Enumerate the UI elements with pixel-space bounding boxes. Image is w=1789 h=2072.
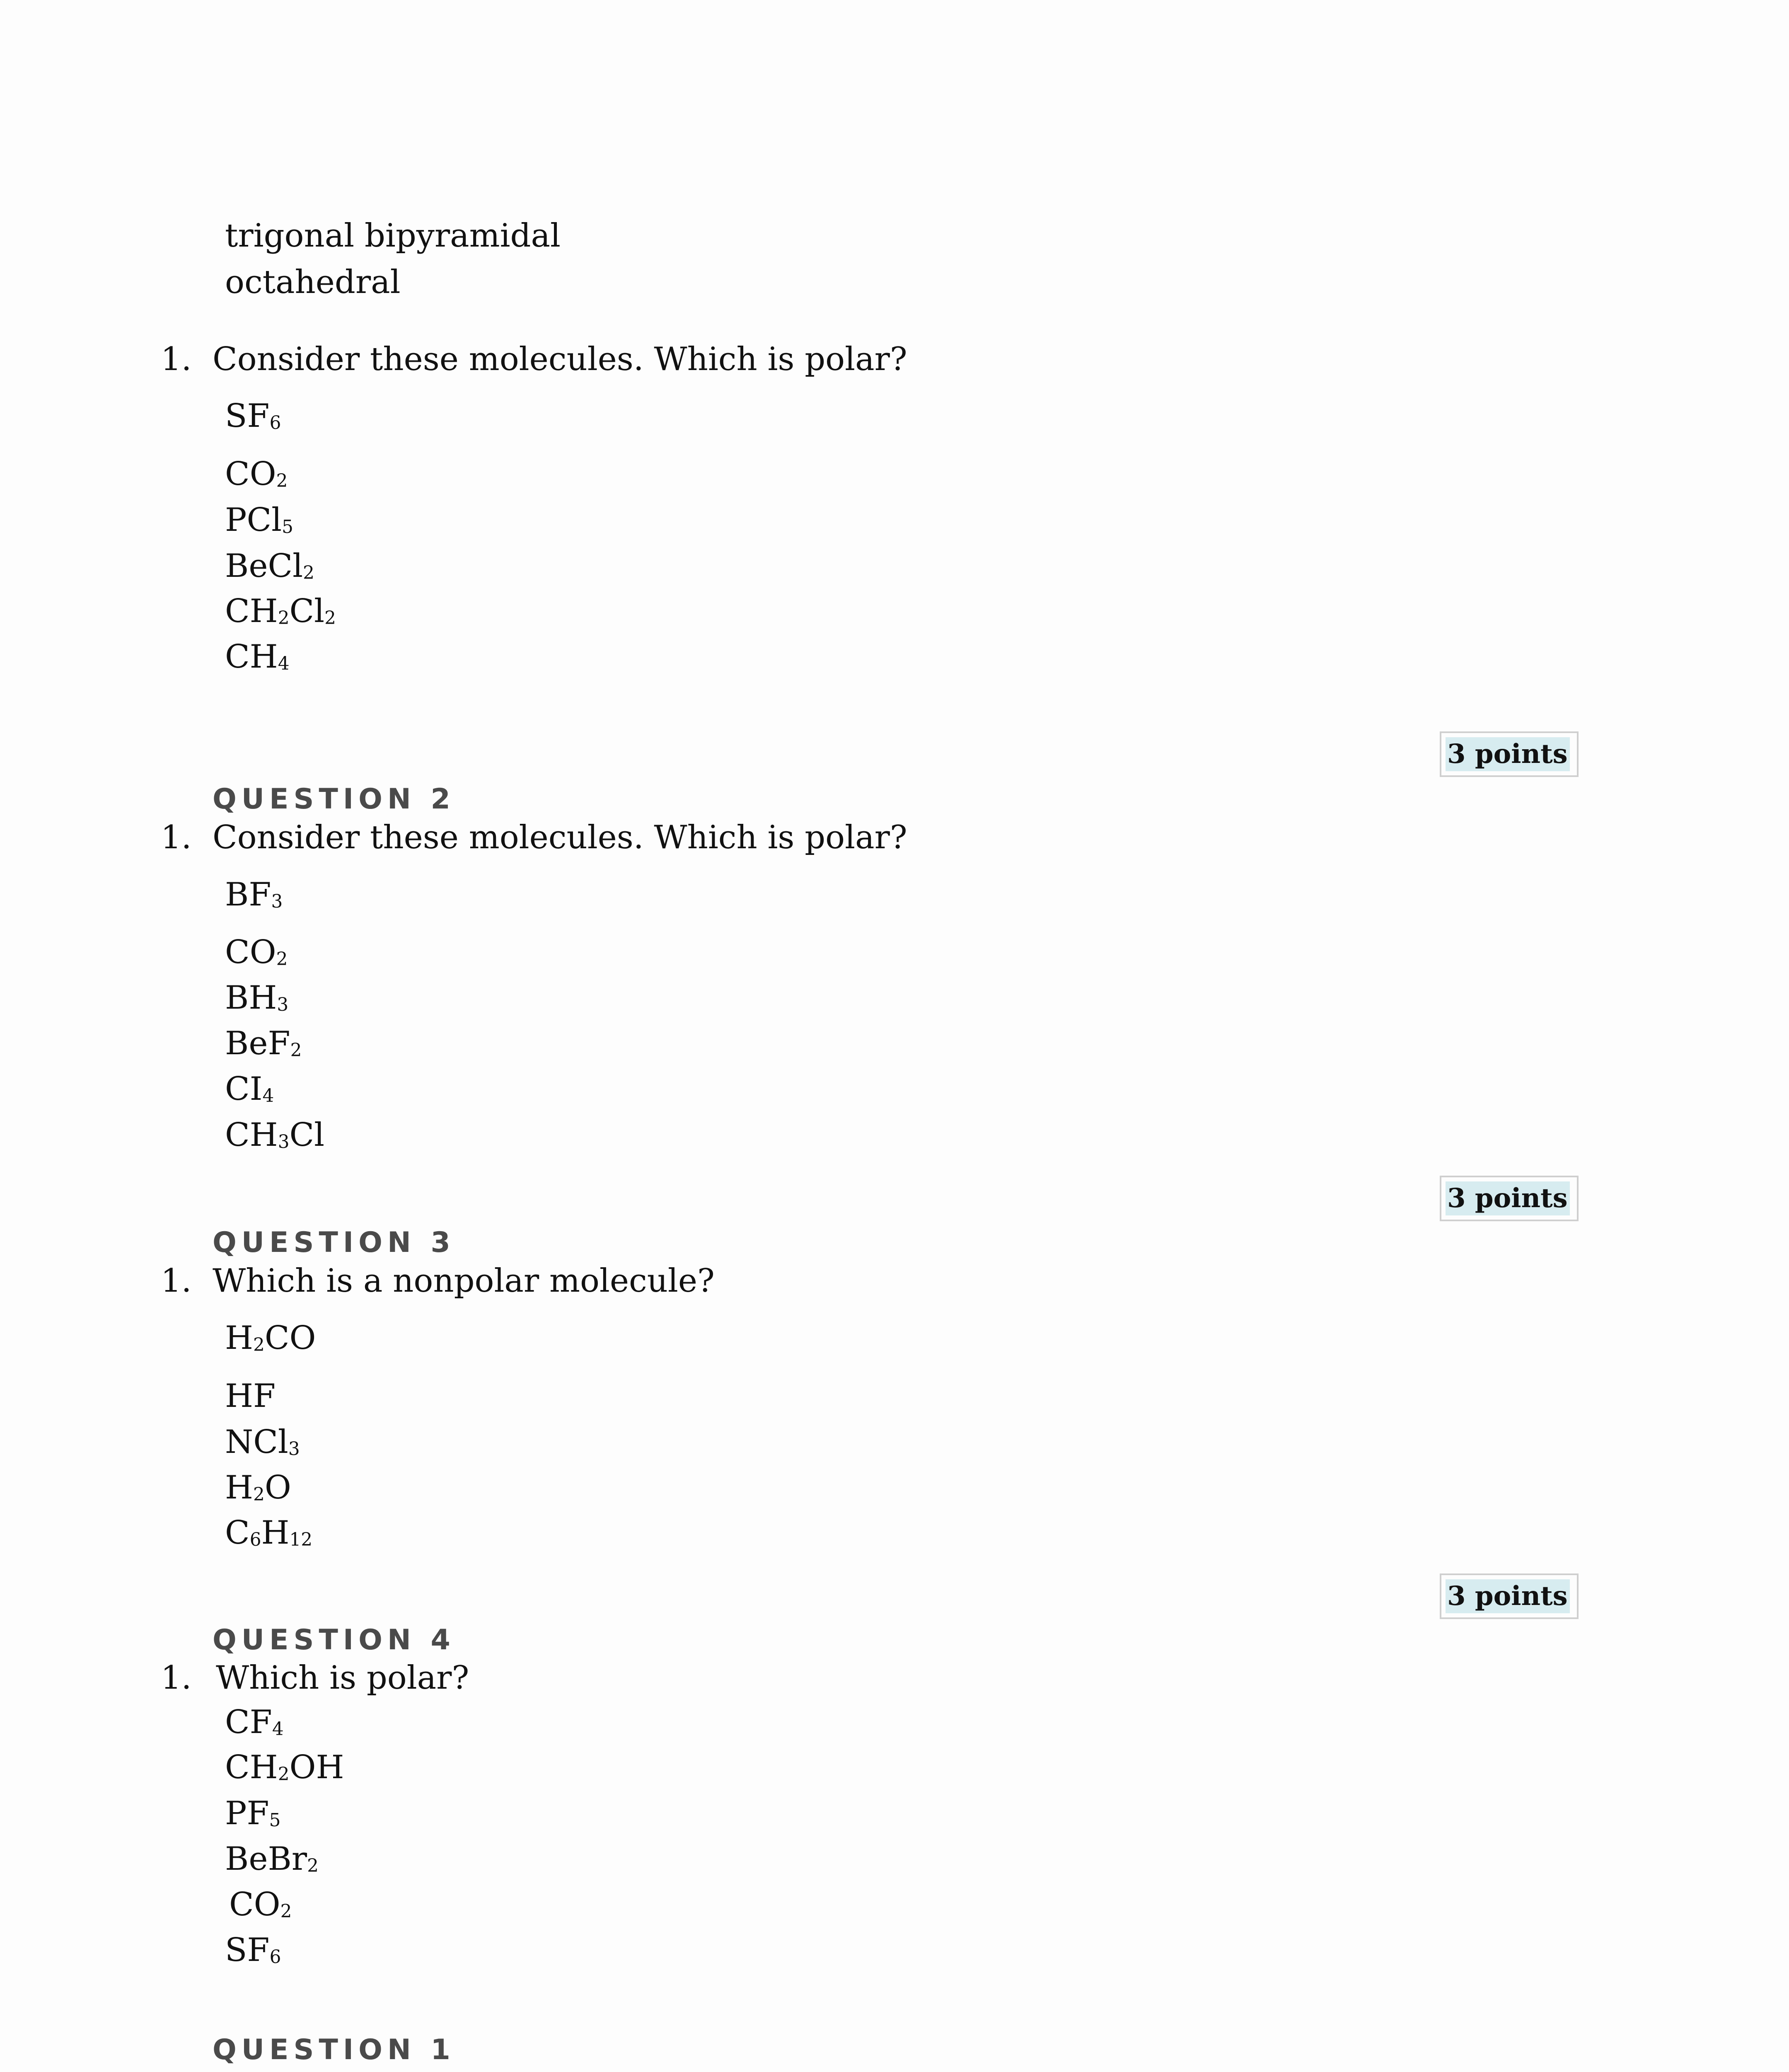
answer-option[interactable]: $CH_4$ (225, 638, 290, 675)
question-heading: QUESTION 1 (213, 2033, 455, 2066)
points-label: 3 points (1446, 1579, 1570, 1613)
formula-subscript: 2 (253, 1484, 265, 1506)
top-option-trigonal-bipyramidal: trigonal bipyramidal (225, 217, 561, 254)
points-badge (1440, 1176, 1579, 1221)
formula-subscript: 2 (303, 562, 314, 584)
formula-subscript: 2 (307, 1855, 319, 1877)
answer-option[interactable]: $SF_6$ (225, 397, 281, 435)
answer-option[interactable]: $SF_6$ (225, 1932, 281, 1969)
question-heading: QUESTION 3 (213, 1226, 455, 1259)
question-heading: QUESTION 2 (213, 783, 455, 816)
formula-subscript: 2 (276, 470, 288, 492)
question-number: 1. (161, 341, 192, 378)
answer-option[interactable]: $CH_2Cl_2$ (225, 593, 336, 630)
answer-option[interactable]: $BH_3$ (225, 979, 289, 1017)
formula-subscript: 2 (276, 949, 288, 970)
answer-option[interactable]: HF (225, 1377, 276, 1415)
formula-subscript: 6 (269, 1946, 281, 1968)
formula-subscript: 4 (278, 653, 290, 675)
answer-option[interactable]: $CO_2$ (225, 934, 288, 971)
points-label: 3 points (1446, 737, 1570, 771)
answer-option[interactable]: $H_2O$ (225, 1469, 291, 1506)
formula-subscript: 3 (277, 994, 289, 1016)
formula-subscript: 2 (278, 1764, 290, 1785)
formula-subscript: 6 (249, 1529, 261, 1551)
formula-subscript: 2 (278, 608, 290, 629)
answer-option[interactable]: NCl$_3$ (225, 1423, 300, 1461)
answer-option[interactable]: $C_6H_{12}$ (225, 1514, 313, 1552)
question-number: 1. (161, 1262, 192, 1300)
formula-subscript: 4 (262, 1085, 274, 1107)
answer-option[interactable]: BeCl$_2$ (225, 547, 314, 585)
answer-option[interactable]: $CF_4$ (225, 1704, 284, 1741)
formula-subscript: 12 (289, 1529, 313, 1551)
answer-option[interactable]: BeF$_2$ (225, 1025, 302, 1062)
answer-option[interactable]: $CH_3Cl$ (225, 1116, 325, 1154)
formula-subscript: 5 (269, 1810, 281, 1831)
formula-subscript: 2 (324, 608, 336, 629)
top-option-octahedral: octahedral (225, 264, 401, 301)
answer-option[interactable]: $PF_5$ (225, 1795, 281, 1832)
question-text: Which is polar? (216, 1659, 469, 1697)
question-number: 1. (161, 819, 192, 856)
points-badge (1440, 731, 1579, 777)
formula-subscript: 3 (288, 1438, 300, 1460)
formula-subscript: 5 (282, 516, 293, 538)
formula-subscript: 2 (253, 1334, 265, 1356)
question-heading: QUESTION 4 (213, 1624, 455, 1656)
formula-subscript: 6 (269, 412, 281, 434)
answer-option[interactable]: $CI_4$ (225, 1070, 274, 1108)
answer-option[interactable]: $CH_2OH$ (225, 1749, 344, 1786)
answer-option[interactable]: $H_2CO$ (225, 1319, 316, 1357)
points-label: 3 points (1446, 1181, 1570, 1215)
formula-subscript: 2 (290, 1040, 302, 1061)
question-text: Which is a nonpolar molecule? (213, 1262, 715, 1300)
formula-subscript: 3 (271, 891, 283, 913)
points-badge (1440, 1573, 1579, 1619)
question-text: Consider these molecules. Which is polar? (213, 819, 907, 856)
question-number: 1. (161, 1659, 192, 1697)
answer-option[interactable]: BeBr$_2$ (225, 1840, 319, 1878)
answer-option[interactable]: $BF_3$ (225, 876, 283, 913)
formula-subscript: 2 (280, 1901, 292, 1922)
answer-option[interactable]: PCl$_5$ (225, 501, 293, 539)
formula-subscript: 3 (278, 1131, 290, 1153)
answer-option[interactable]: $CO_2$ (225, 455, 288, 493)
question-text: Consider these molecules. Which is polar? (213, 341, 907, 378)
formula-subscript: 4 (272, 1719, 284, 1740)
answer-option[interactable]: $CO_2$ (229, 1886, 292, 1923)
